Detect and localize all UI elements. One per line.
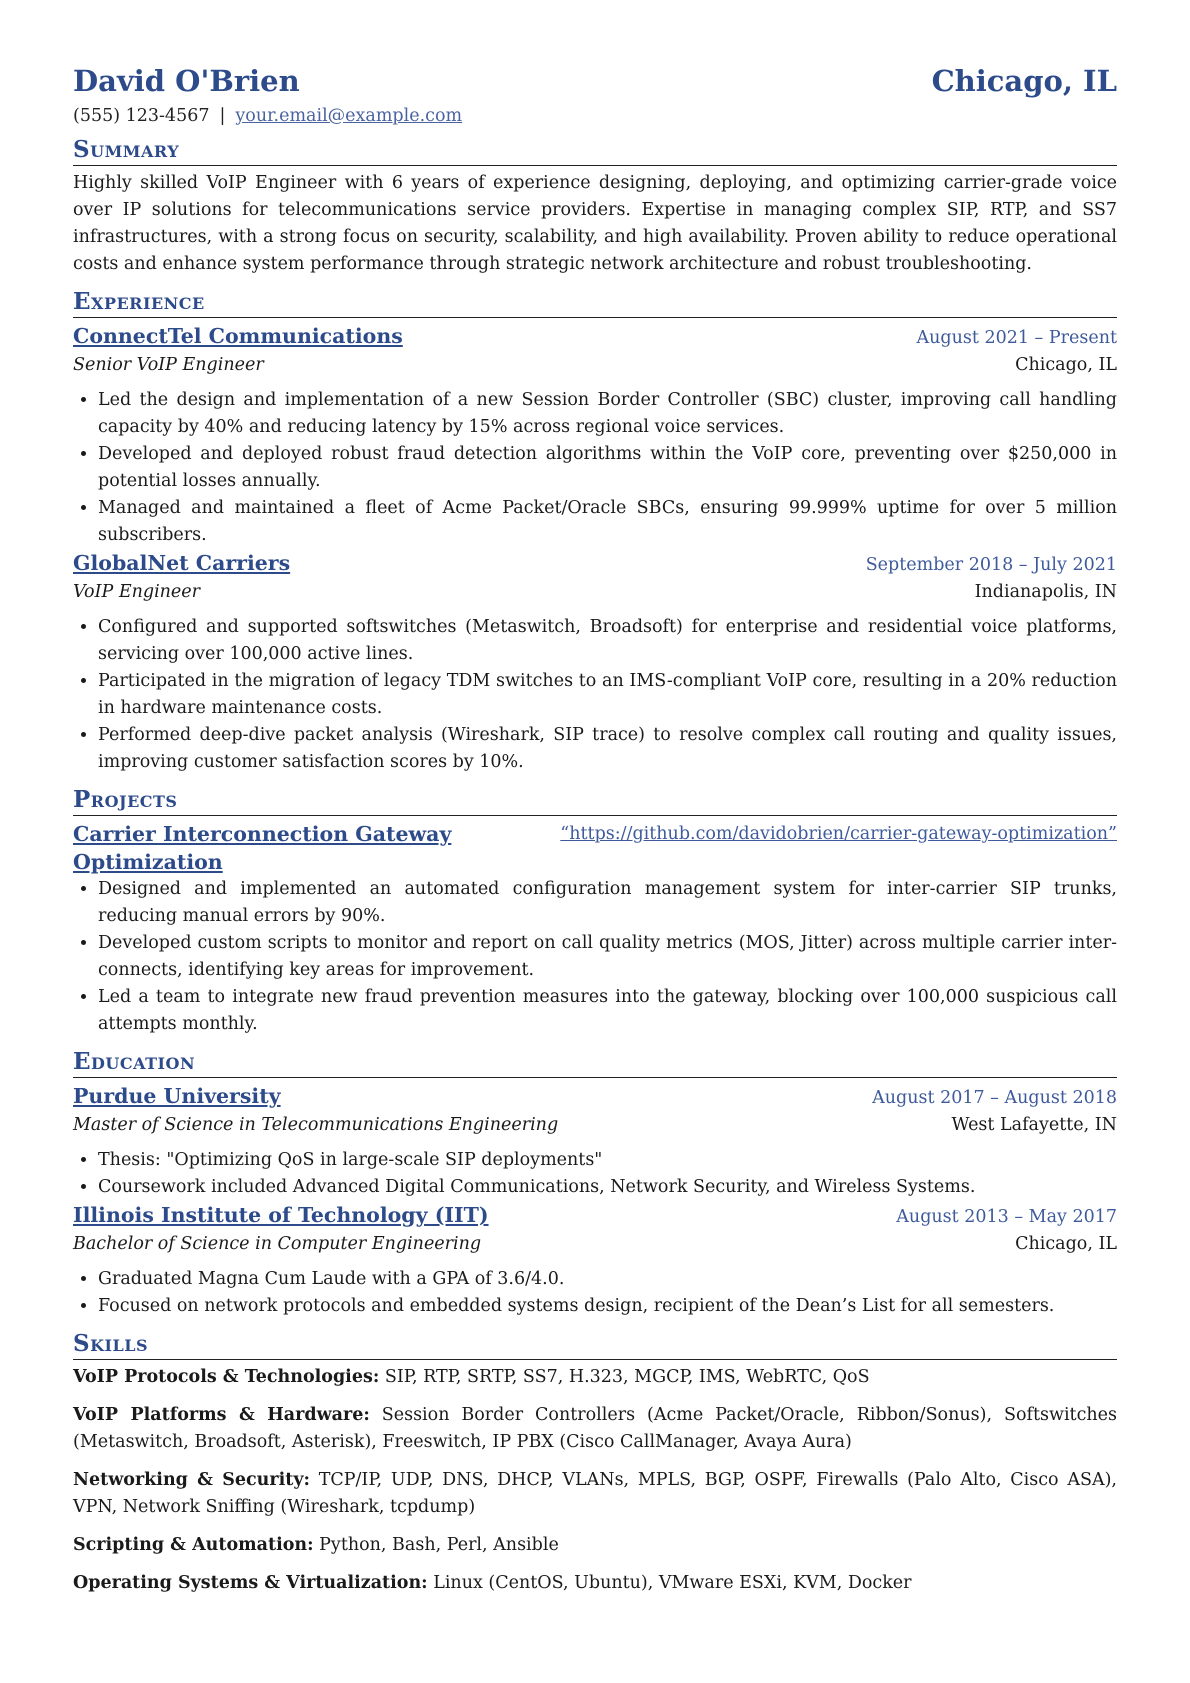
skill-group-label: VoIP Platforms & Hardware: bbox=[73, 1405, 370, 1425]
resume-header bbox=[73, 64, 1117, 126]
skill-group-label: Scripting & Automation: bbox=[73, 1535, 314, 1555]
section-title-education: Education bbox=[73, 1048, 1117, 1078]
job-location: Indianapolis, IN bbox=[974, 582, 1117, 602]
school-name[interactable]: Illinois Institute of Technology (IIT) bbox=[73, 1203, 489, 1227]
job-title: VoIP Engineer bbox=[73, 582, 201, 602]
section-title-summary: Summary bbox=[73, 136, 1117, 166]
project-link[interactable]: “https://github.com/davidobrien/carrier-gateway-optimization” bbox=[560, 824, 1117, 844]
education-bullets bbox=[73, 1266, 1117, 1320]
degree-name: Master of Science in Telecommunications Engineering bbox=[73, 1115, 559, 1135]
bullet-item: • Participated in the migration of legacy TDM switches to an IMS-compliant VoIP core, resulting in a 20% reduction in hardware maintenance costs. bbox=[98, 668, 1117, 722]
candidate-name: David O'Brien bbox=[73, 64, 300, 98]
skill-group-label: Operating Systems & Virtualization: bbox=[73, 1573, 428, 1593]
projects-section bbox=[73, 786, 1117, 1038]
email-link[interactable]: your.email@example.com bbox=[235, 106, 463, 126]
education-location: West Lafayette, IN bbox=[951, 1115, 1117, 1135]
bullet-item: • Coursework included Advanced Digital Communications, Network Security, and Wireless Systems. bbox=[98, 1174, 1117, 1201]
education-section bbox=[73, 1048, 1117, 1320]
education-subheader bbox=[73, 1112, 1117, 1139]
bullet-item: • Configured and supported softswitches (Metaswitch, Broadsoft) for enterprise and residential voice platforms, servicing over 100,000 active lines. bbox=[98, 614, 1117, 668]
job-entry bbox=[73, 549, 1117, 776]
skill-group-value: SIP, RTP, SRTP, SS7, H.323, MGCP, IMS, WebRTC, QoS bbox=[384, 1367, 870, 1387]
education-header bbox=[73, 1201, 1117, 1231]
bullet-item: • Performed deep-dive packet analysis (Wireshark, SIP trace) to resolve complex call routing and quality issues, improving customer satisfaction scores by 10%. bbox=[98, 722, 1117, 776]
education-bullets bbox=[73, 1147, 1117, 1201]
bullet-item: • Graduated Magna Cum Laude with a GPA of 3.6/4.0. bbox=[98, 1266, 1117, 1293]
job-subheader bbox=[73, 579, 1117, 606]
skill-group bbox=[73, 1364, 1117, 1391]
skill-group-value: TCP/IP, UDP, DNS, DHCP, VLANs, MPLS, BGP, OSPF, Firewalls (Palo Alto, Cisco ASA), VPN, Network Sniffing (Wireshark, tcpdump) bbox=[73, 1470, 1117, 1517]
phone-number: (555) 123-4567 bbox=[73, 106, 210, 126]
project-header bbox=[73, 820, 1117, 876]
skill-group-value: Session Border Controllers (Acme Packet/Oracle, Ribbon/Sonus), Softswitches (Metaswitch, Broadsoft, Asterisk), Freeswitch, IP PBX (Cisco CallManager, Avaya Aura) bbox=[73, 1405, 1117, 1452]
education-subheader bbox=[73, 1231, 1117, 1258]
job-entry bbox=[73, 322, 1117, 549]
job-bullets bbox=[73, 387, 1117, 549]
contact-separator: | bbox=[219, 106, 226, 126]
job-header bbox=[73, 549, 1117, 579]
degree-name: Bachelor of Science in Computer Engineering bbox=[73, 1234, 482, 1254]
skill-group-value: Python, Bash, Perl, Ansible bbox=[319, 1535, 559, 1555]
skill-group bbox=[73, 1570, 1117, 1597]
project-entry bbox=[73, 820, 1117, 1038]
education-dates: August 2017 – August 2018 bbox=[872, 1088, 1117, 1108]
education-entry bbox=[73, 1201, 1117, 1320]
job-dates: August 2021 – Present bbox=[916, 328, 1117, 348]
bullet-item: • Developed and deployed robust fraud detection algorithms within the VoIP core, preventing over $250,000 in potential losses annually. bbox=[98, 441, 1117, 495]
header-location: Chicago, IL bbox=[931, 64, 1117, 98]
education-header bbox=[73, 1082, 1117, 1112]
bullet-item: • Focused on network protocols and embedded systems design, recipient of the Dean’s List for all semesters. bbox=[98, 1293, 1117, 1320]
company-name[interactable]: GlobalNet Carriers bbox=[73, 551, 291, 575]
bullet-item: • Led the design and implementation of a new Session Border Controller (SBC) cluster, improving call handling capacity by 40% and reducing latency by 15% across regional voice services. bbox=[98, 387, 1117, 441]
skill-group-label: VoIP Protocols & Technologies: bbox=[73, 1367, 380, 1387]
header-top-row bbox=[73, 64, 1117, 98]
job-title: Senior VoIP Engineer bbox=[73, 355, 264, 375]
section-title-experience: Experience bbox=[73, 288, 1117, 318]
bullet-item: • Thesis: "Optimizing QoS in large-scale SIP deployments" bbox=[98, 1147, 1117, 1174]
skill-group bbox=[73, 1532, 1117, 1559]
experience-section bbox=[73, 288, 1117, 776]
summary-text: Highly skilled VoIP Engineer with 6 years of experience designing, deploying, and optimizing carrier-grade voice over IP solutions for telecommunications service providers. Expertise in managing complex SIP, RTP, and SS7 infrastructures, with a strong focus on security, scalability, and high availability. Proven ability to reduce operational costs and enhance system performance through strategic network architecture and robust troubleshooting. bbox=[73, 173, 1117, 274]
job-subheader bbox=[73, 352, 1117, 379]
bullet-item: • Developed custom scripts to monitor and report on call quality metrics (MOS, Jitter) across multiple carrier interconnects, identifying key areas for improvement. bbox=[98, 930, 1117, 984]
job-header bbox=[73, 322, 1117, 352]
job-dates: September 2018 – July 2021 bbox=[865, 555, 1117, 575]
education-dates: August 2013 – May 2017 bbox=[896, 1207, 1117, 1227]
skills-section bbox=[73, 1330, 1117, 1597]
project-name[interactable]: Carrier Interconnection Gateway Optimization bbox=[73, 822, 452, 874]
job-location: Chicago, IL bbox=[1015, 355, 1117, 375]
bullet-item: • Managed and maintained a fleet of Acme Packet/Oracle SBCs, ensuring 99.999% uptime for over 5 million subscribers. bbox=[98, 495, 1117, 549]
skill-group bbox=[73, 1402, 1117, 1456]
education-location: Chicago, IL bbox=[1015, 1234, 1117, 1254]
contact-line bbox=[73, 106, 1117, 126]
education-entry bbox=[73, 1082, 1117, 1201]
school-name[interactable]: Purdue University bbox=[73, 1084, 281, 1108]
skill-group-value: Linux (CentOS, Ubuntu), VMware ESXi, KVM, Docker bbox=[433, 1573, 912, 1593]
job-bullets bbox=[73, 614, 1117, 776]
bullet-item: • Designed and implemented an automated configuration management system for inter-carrier SIP trunks, reducing manual errors by 90%. bbox=[98, 876, 1117, 930]
bullet-item: • Led a team to integrate new fraud prevention measures into the gateway, blocking over 100,000 suspicious call attempts monthly. bbox=[98, 984, 1117, 1038]
section-title-skills: Skills bbox=[73, 1330, 1117, 1360]
section-title-projects: Projects bbox=[73, 786, 1117, 816]
summary-section bbox=[73, 136, 1117, 278]
project-bullets bbox=[73, 876, 1117, 1038]
company-name[interactable]: ConnectTel Communications bbox=[73, 324, 403, 348]
skill-group-label: Networking & Security: bbox=[73, 1470, 310, 1490]
skill-group bbox=[73, 1467, 1117, 1521]
